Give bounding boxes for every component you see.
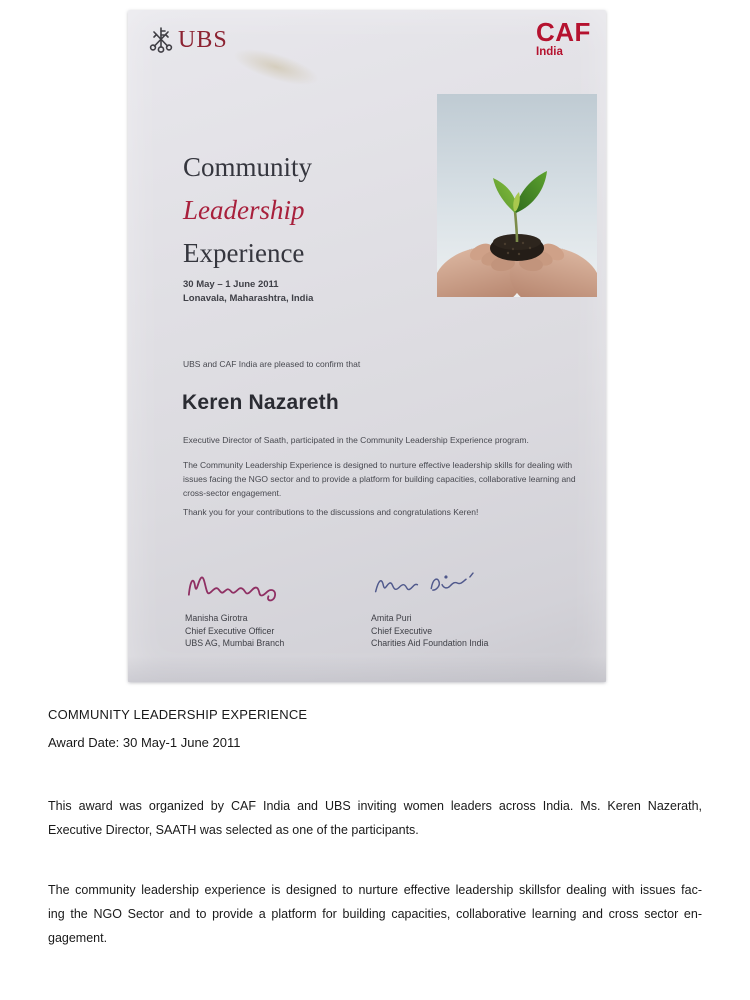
caf-region-label: India xyxy=(536,46,563,58)
paragraph-line: The community leadership experience is designed to nurture effective leadership skillsfor dealing with issues fac- xyxy=(48,883,702,897)
signatory-title: Chief Executive xyxy=(371,625,433,636)
program-description: The Community Leadership Experience is designed to nurture effective leadership skills for dealing with issues facing the NGO sector and to provide a platform for building capacities, collaborative learning and cross-sector engagement. xyxy=(183,460,576,498)
title-line-leadership: Leadership xyxy=(183,195,305,225)
caption-heading: COMMUNITY LEADERSHIP EXPERIENCE xyxy=(48,707,308,722)
hands-holding-seedling-photo xyxy=(437,94,597,297)
paragraph-line: ing the NGO Sector and to provide a platform for building capacities, collaborative learning and cross sector en- xyxy=(48,907,702,921)
signatory-name: Amita Puri xyxy=(371,613,412,623)
signatory-org: Charities Aid Foundation India xyxy=(371,638,489,649)
thanks-line: Thank you for your contributions to the discussions and congratulations Keren! xyxy=(183,507,479,517)
caf-india-logo xyxy=(536,18,596,59)
certificate-image xyxy=(128,10,606,682)
recipient-name: Keren Nazareth xyxy=(182,391,339,414)
paragraph-line: Executive Director, SAATH was selected as one of the participants. xyxy=(48,823,419,837)
signatory-caf xyxy=(371,570,557,650)
signatory-name: Manisha Girotra xyxy=(185,613,248,623)
signatory-ubs xyxy=(185,570,371,650)
signature-block xyxy=(185,570,557,650)
certificate-title xyxy=(183,146,312,275)
title-line-community: Community xyxy=(183,152,313,182)
event-dates: 30 May – 1 June 2011 xyxy=(183,279,279,290)
paragraph-line: gagement. xyxy=(48,931,108,945)
paragraph-line: This award was organized by CAF India and UBS inviting women leaders across India. Ms. Keren Nazerath, xyxy=(48,799,702,813)
manisha-signature-icon xyxy=(185,570,309,604)
event-details xyxy=(183,278,313,305)
signatory-title: Chief Executive Officer xyxy=(185,625,275,636)
award-date-line: Award Date: 30 May-1 June 2011 xyxy=(48,735,241,750)
signatory-org: UBS AG, Mumbai Branch xyxy=(185,638,285,649)
title-line-experience: Experience xyxy=(183,238,305,268)
amita-signature-icon xyxy=(371,570,495,604)
ubs-three-keys-icon xyxy=(148,23,174,55)
caption-section xyxy=(48,705,702,950)
ubs-logo xyxy=(148,23,228,55)
paper-stain xyxy=(230,42,322,93)
ubs-wordmark: UBS xyxy=(178,26,228,53)
confirmation-line: UBS and CAF India are pleased to confirm that xyxy=(183,359,361,369)
event-location: Lonavala, Maharashtra, India xyxy=(183,292,314,304)
recipient-role-line: Executive Director of Saath, participated in the Community Leadership Experience program. xyxy=(183,435,529,445)
caption-paragraph-2 xyxy=(48,878,702,950)
caption-paragraph-1 xyxy=(48,794,702,842)
caf-wordmark: CAF xyxy=(536,17,591,47)
